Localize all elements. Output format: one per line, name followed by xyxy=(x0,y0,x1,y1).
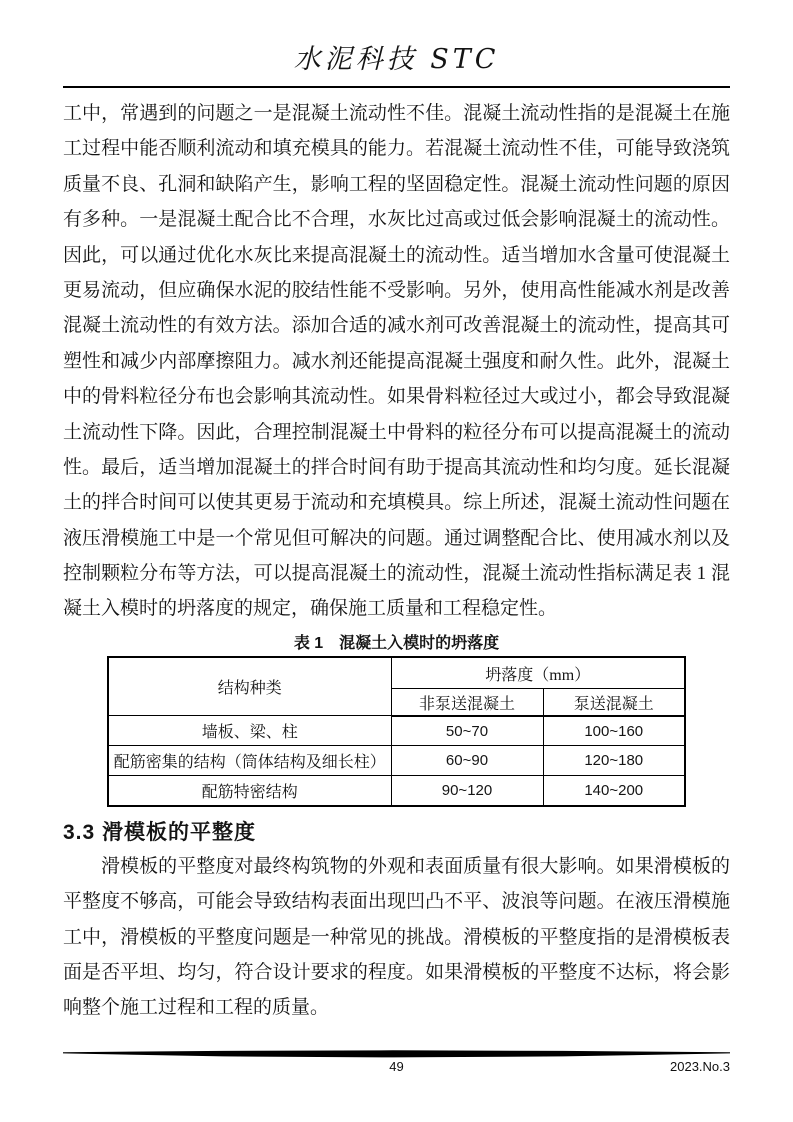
table-header-row xyxy=(108,657,685,689)
body-text-line: 塑性和减少内部摩擦阻力。减水剂还能提高混凝土强度和耐久性。此外，混凝土 xyxy=(63,350,730,372)
cell-pumped-slump: 100~160 xyxy=(543,716,685,746)
body-text-line: 性。最后，适当增加混凝土的拌合时间有助于提高其流动性和均匀度。延长混凝 xyxy=(63,456,730,478)
table-row xyxy=(108,776,685,806)
cell-pumped-slump: 140~200 xyxy=(543,776,685,806)
body-text-line: 工中，滑模板的平整度问题是一种常见的挑战。滑模板的平整度指的是滑模板表 xyxy=(63,926,730,948)
table-header-pumped: 泵送混凝土 xyxy=(543,689,685,716)
cell-pumped-slump: 120~180 xyxy=(543,746,685,776)
body-text-line: 质量不良、孔洞和缺陷产生，影响工程的坚固稳定性。混凝土流动性问题的原因 xyxy=(63,173,730,195)
article-body xyxy=(63,96,730,1026)
body-text-line: 混凝土流动性的有效方法。添加合适的减水剂可改善混凝土的流动性，提高其可 xyxy=(63,315,730,337)
footer-rule xyxy=(63,1050,730,1058)
table-row xyxy=(108,746,685,776)
slump-table xyxy=(107,656,686,807)
section-heading-3-3: 3.3 滑模板的平整度 xyxy=(63,820,257,844)
journal-title: 水泥科技 STC xyxy=(293,44,500,75)
cell-structure-type: 墙板、梁、柱 xyxy=(108,716,391,746)
table-caption: 表 1 混凝土入模时的坍落度 xyxy=(293,634,500,652)
cell-non-pumped-slump: 60~90 xyxy=(391,746,543,776)
body-text-line: 控制颗粒分布等方法，可以提高混凝土的流动性，混凝土流动性指标满足表 1 混 xyxy=(63,563,730,585)
body-text-line: 中的骨料粒径分布也会影响其流动性。如果骨料粒径过大或过小，都会导致混凝 xyxy=(63,386,730,408)
body-text-line: 因此，可以通过优化水灰比来提高混凝土的流动性。适当增加水含量可使混凝土 xyxy=(63,244,730,266)
table-header-structure-type: 结构种类 xyxy=(108,657,391,716)
body-text-line: 工过程中能否顺利流动和填充模具的能力。若混凝土流动性不佳，可能导致浇筑 xyxy=(63,138,730,160)
table-header-slump-group: 坍落度（mm） xyxy=(391,657,685,689)
cell-structure-type: 配筋密集的结构（筒体结构及细长柱） xyxy=(108,746,391,776)
body-text-line: 土的拌合时间可以使其更易于流动和充填模具。综上所述，混凝土流动性问题在 xyxy=(63,492,730,514)
table-row xyxy=(108,716,685,746)
issue-number: 2023.No.3 xyxy=(670,1059,730,1074)
body-text-line: 凝土入模时的坍落度的规定，确保施工质量和工程稳定性。 xyxy=(63,598,558,620)
page-number: 49 xyxy=(389,1059,404,1074)
cell-non-pumped-slump: 90~120 xyxy=(391,776,543,806)
body-text-line: 更易流动，但应确保水泥的胶结性能不受影响。另外，使用高性能减水剂是改善 xyxy=(63,279,730,301)
page-footer xyxy=(63,1050,730,1090)
table-header-non-pumped: 非泵送混凝土 xyxy=(391,689,543,716)
footer-text xyxy=(63,1059,730,1077)
paragraph-concrete-fluidity xyxy=(63,96,730,627)
body-text-line: 液压滑模施工中是一个常见但可解决的问题。通过调整配合比、使用减水剂以及 xyxy=(63,527,730,549)
page-header xyxy=(63,0,730,88)
body-text-line: 面是否平坦、均匀，符合设计要求的程度。如果滑模板的平整度不达标，将会影 xyxy=(63,962,730,984)
body-text-line: 土流动性下降。因此，合理控制混凝土中骨料的粒径分布可以提高混凝土的流动 xyxy=(63,421,730,443)
cell-non-pumped-slump: 50~70 xyxy=(391,716,543,746)
body-text-line: 平整度不够高，可能会导致结构表面出现凹凸不平、波浪等问题。在液压滑模施 xyxy=(63,891,730,913)
body-text-line: 滑模板的平整度对最终构筑物的外观和表面质量有很大影响。如果滑模板的 xyxy=(101,855,730,877)
cell-structure-type: 配筋特密结构 xyxy=(108,776,391,806)
body-text-line: 响整个施工过程和工程的质量。 xyxy=(63,997,330,1019)
body-text-line: 工中，常遇到的问题之一是混凝土流动性不佳。混凝土流动性指的是混凝土在施 xyxy=(63,103,730,124)
body-text-line: 有多种。一是混凝土配合比不合理，水灰比过高或过低会影响混凝土的流动性。 xyxy=(63,209,730,231)
paragraph-formwork-flatness xyxy=(63,849,730,1026)
